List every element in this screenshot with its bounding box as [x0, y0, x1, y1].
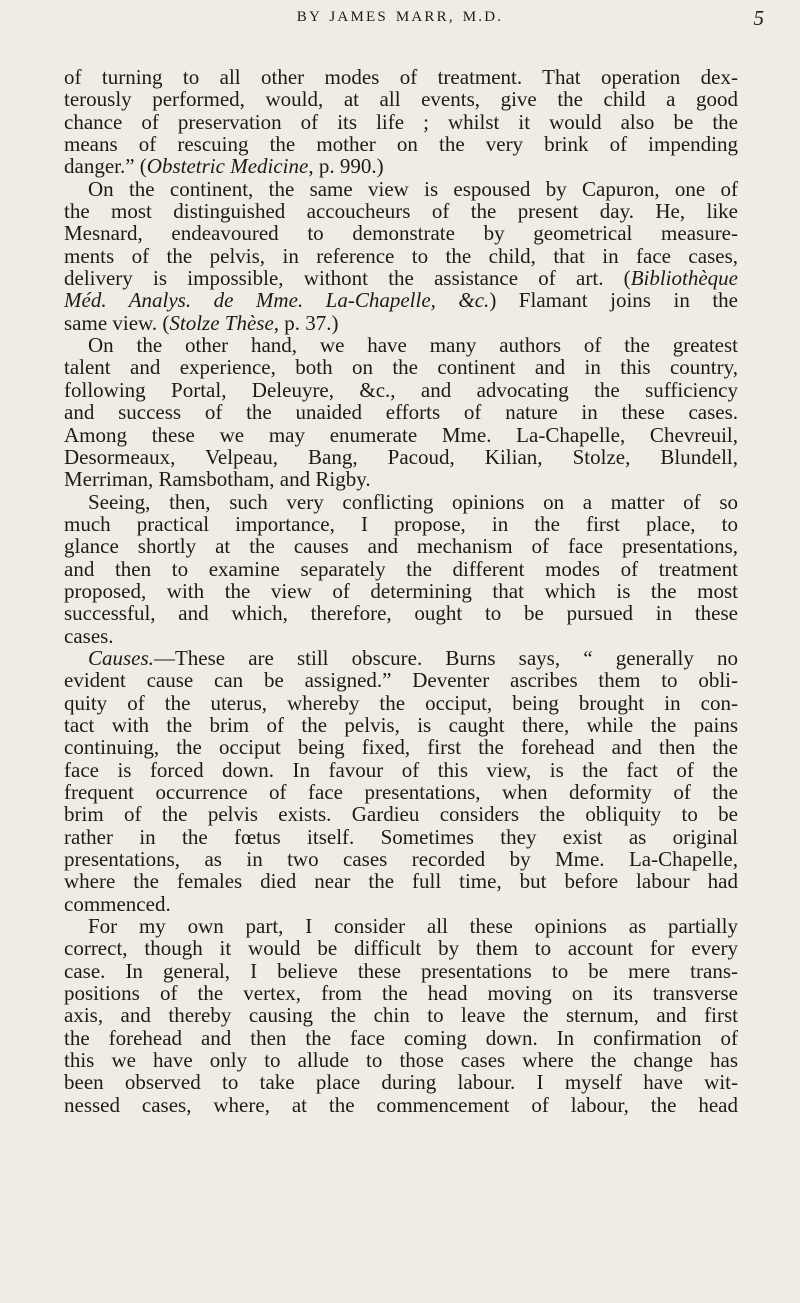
- text-line: rather in the fœtus itself. Sometimes they exist as original: [64, 824, 738, 849]
- text-line: and then to examine separately the different modes of treatment: [64, 556, 738, 581]
- text-line: Mesnard, endeavoured to demonstrate by geometrical measure-: [64, 221, 738, 246]
- text-line: frequent occurrence of face presentations, when deformity of the: [64, 780, 738, 804]
- text-line: ments of the pelvis, in reference to the child, that in face cases,: [64, 243, 738, 268]
- italic-title: Bibliothèque: [630, 266, 738, 291]
- text-line: brim of the pelvis exists. Gardieu considers the obliquity to be: [64, 802, 738, 827]
- text-line: delivery is impossible, withont the assistance of art. (Bibliothèque: [64, 266, 738, 291]
- text-line: terously performed, would, at all events, give the child a good: [64, 87, 738, 112]
- text-line: evident cause can be assigned.” Deventer ascribes them to obli-: [64, 668, 738, 693]
- text-line: where the females died near the full time, but before labour had: [64, 869, 738, 894]
- text-line: Among these we may enumerate Mme. La-Chapelle, Chevreuil,: [64, 422, 738, 447]
- text-line: correct, though it would be difficult by them to account for every: [64, 936, 738, 961]
- text-line: much practical importance, I propose, in the first place, to: [64, 511, 738, 536]
- text-line: For my own part, I consider all these opinions as partially: [88, 914, 738, 939]
- text-line: case. In general, I believe these presentations to be mere trans-: [64, 958, 738, 983]
- italic-title: Méd. Analys. de Mme. La-Chapelle, &c.: [64, 288, 490, 313]
- text-line: continuing, the occiput being fixed, first the forehead and then the: [64, 735, 738, 760]
- text-line: axis, and thereby causing the chin to leave the sternum, and first: [64, 1003, 738, 1028]
- text-line: glance shortly at the causes and mechanism of face presentations,: [64, 534, 738, 559]
- text-line: this we have only to allude to those cases where the change has: [64, 1048, 738, 1073]
- text-line: successful, and which, therefore, ought to be pursued in these: [64, 601, 738, 626]
- text-line: and success of the unaided efforts of nature in these cases.: [64, 400, 738, 425]
- text-line: presentations, as in two cases recorded by Mme. La-Chapelle,: [64, 847, 738, 872]
- text-line: same view. (Stolze Thèse, p. 37.): [64, 310, 339, 335]
- text-line: following Portal, Deleuyre, &c., and advocating the sufficiency: [64, 377, 738, 402]
- text-line: On the other hand, we have many authors of the greatest: [88, 333, 738, 358]
- text-line: been observed to take place during labour. I myself have wit-: [64, 1070, 738, 1095]
- text-line: Méd. Analys. de Mme. La-Chapelle, &c.) Flamant joins in the: [64, 288, 738, 313]
- text-line: Merriman, Ramsbotham, and Rigby.: [64, 467, 371, 492]
- text-line: proposed, with the view of determining that which is the most: [64, 578, 738, 603]
- text-line: danger.” (Obstetric Medicine, p. 990.): [64, 154, 384, 179]
- text-line: the most distinguished accoucheurs of the present day. He, like: [64, 199, 738, 224]
- text-line: the forehead and then the face coming down. In confirmation of: [64, 1025, 738, 1050]
- text-line: Desormeaux, Velpeau, Bang, Pacoud, Kilian, Stolze, Blundell,: [64, 444, 738, 469]
- italic-title: Causes.: [88, 645, 154, 670]
- text-line: means of rescuing the mother on the very brink of impending: [64, 132, 738, 157]
- text-line: commenced.: [64, 891, 171, 916]
- text-line: On the continent, the same view is espoused by Capuron, one of: [88, 176, 738, 201]
- body-text: [64, 66, 738, 1116]
- italic-title: Stolze Thèse: [169, 310, 274, 335]
- text-line: tact with the brim of the pelvis, is caught there, while the pains: [64, 712, 738, 737]
- text-line: chance of preservation of its life ; whilst it would also be the: [64, 109, 738, 134]
- text-line: Seeing, then, such very conflicting opinions on a matter of so: [88, 489, 738, 514]
- text-line: face is forced down. In favour of this view, is the fact of the: [64, 757, 738, 782]
- page-number: 5: [753, 6, 764, 30]
- text-line: cases.: [64, 623, 114, 648]
- italic-title: Obstetric Medicine: [146, 154, 309, 179]
- text-line: of turning to all other modes of treatment. That operation dex-: [64, 65, 738, 89]
- text-line: quity of the uterus, whereby the occiput, being brought in con-: [64, 690, 738, 715]
- text-line: positions of the vertex, from the head moving on its transverse: [64, 981, 738, 1006]
- running-header: [0, 6, 800, 36]
- running-title: BY JAMES MARR, M.D.: [296, 9, 504, 25]
- text-line: talent and experience, both on the continent and in this country,: [64, 355, 738, 380]
- text-line: Causes.—These are still obscure. Burns says, “ generally no: [88, 645, 738, 670]
- text-line: nessed cases, where, at the commencement of labour, the head: [64, 1092, 738, 1117]
